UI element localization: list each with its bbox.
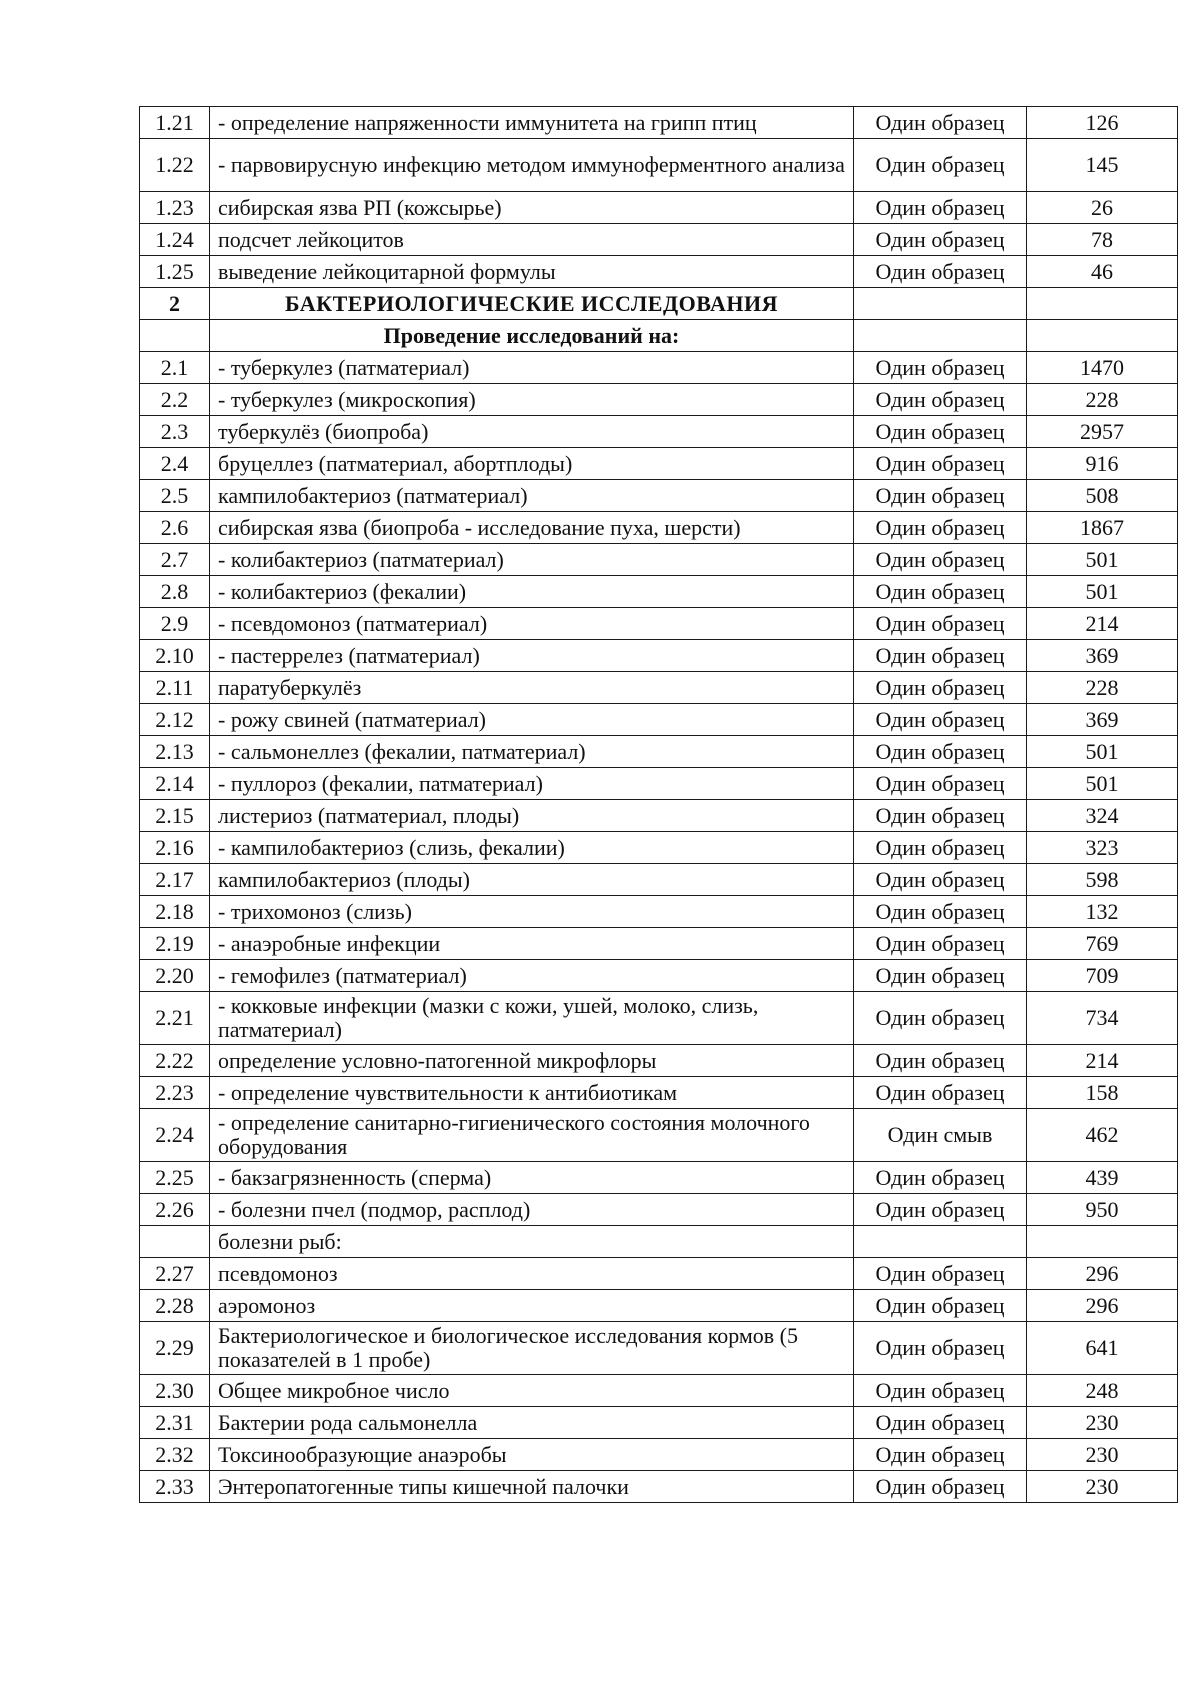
row-description: Проведение исследований на:	[210, 320, 854, 352]
row-number: 2.8	[140, 576, 210, 608]
row-number: 2.32	[140, 1439, 210, 1471]
table-row	[140, 800, 1178, 832]
row-price: 324	[1027, 800, 1178, 832]
row-description: Токсинообразующие анаэробы	[210, 1439, 854, 1471]
row-description: - трихомоноз (слизь)	[210, 896, 854, 928]
row-price: 950	[1027, 1194, 1178, 1226]
row-unit: Один образец	[854, 800, 1027, 832]
row-description: - псевдомоноз (патматериал)	[210, 608, 854, 640]
row-description: - определение санитарно-гигиенического состояния молочного оборудования	[210, 1109, 854, 1162]
row-price: 214	[1027, 608, 1178, 640]
row-unit: Один образец	[854, 768, 1027, 800]
table-row	[140, 544, 1178, 576]
row-number: 2.12	[140, 704, 210, 736]
table-row	[140, 1471, 1178, 1503]
price-table	[139, 106, 1178, 1503]
row-number: 2.28	[140, 1290, 210, 1322]
row-unit: Один образец	[854, 672, 1027, 704]
row-number: 2.30	[140, 1375, 210, 1407]
row-description: - бакзагрязненность (сперма)	[210, 1162, 854, 1194]
row-unit: Один образец	[854, 1162, 1027, 1194]
table-row	[140, 107, 1178, 139]
row-number: 1.24	[140, 224, 210, 256]
row-price: 145	[1027, 139, 1178, 192]
table-row	[140, 1077, 1178, 1109]
row-description: - пуллороз (фекалии, патматериал)	[210, 768, 854, 800]
row-unit: Один образец	[854, 1290, 1027, 1322]
row-price: 248	[1027, 1375, 1178, 1407]
row-unit: Один образец	[854, 608, 1027, 640]
price-table-body	[140, 107, 1178, 1503]
row-unit: Один образец	[854, 448, 1027, 480]
row-unit: Один образец	[854, 544, 1027, 576]
row-price: 78	[1027, 224, 1178, 256]
row-price: 230	[1027, 1471, 1178, 1503]
row-number: 2.14	[140, 768, 210, 800]
row-description: паратуберкулёз	[210, 672, 854, 704]
table-row	[140, 896, 1178, 928]
row-price	[1027, 1226, 1178, 1258]
row-number: 2.29	[140, 1322, 210, 1375]
row-number: 2.25	[140, 1162, 210, 1194]
row-price: 369	[1027, 640, 1178, 672]
row-number: 2.18	[140, 896, 210, 928]
row-unit: Один образец	[854, 1322, 1027, 1375]
table-row	[140, 960, 1178, 992]
row-price: 214	[1027, 1045, 1178, 1077]
row-price: 508	[1027, 480, 1178, 512]
row-unit	[854, 1226, 1027, 1258]
row-description: - колибактериоз (патматериал)	[210, 544, 854, 576]
row-number: 2.10	[140, 640, 210, 672]
table-row	[140, 640, 1178, 672]
table-row	[140, 576, 1178, 608]
row-description: выведение лейкоцитарной формулы	[210, 256, 854, 288]
row-description: туберкулёз (биопроба)	[210, 416, 854, 448]
table-row	[140, 672, 1178, 704]
row-description: - рожу свиней (патматериал)	[210, 704, 854, 736]
row-unit: Один образец	[854, 832, 1027, 864]
row-number: 2.7	[140, 544, 210, 576]
row-number	[140, 1226, 210, 1258]
row-description: - кокковые инфекции (мазки с кожи, ушей, молоко, слизь, патматериал)	[210, 992, 854, 1045]
row-price: 323	[1027, 832, 1178, 864]
row-number: 2.16	[140, 832, 210, 864]
row-description: аэромоноз	[210, 1290, 854, 1322]
row-price: 501	[1027, 736, 1178, 768]
row-number: 1.25	[140, 256, 210, 288]
row-unit: Один образец	[854, 416, 1027, 448]
row-price: 598	[1027, 864, 1178, 896]
row-description: подсчет лейкоцитов	[210, 224, 854, 256]
row-unit: Один смыв	[854, 1109, 1027, 1162]
row-number: 1.22	[140, 139, 210, 192]
row-number: 2.15	[140, 800, 210, 832]
row-unit: Один образец	[854, 352, 1027, 384]
row-price: 1867	[1027, 512, 1178, 544]
row-description: - туберкулез (микроскопия)	[210, 384, 854, 416]
row-unit: Один образец	[854, 1439, 1027, 1471]
row-number: 2.6	[140, 512, 210, 544]
row-description: - колибактериоз (фекалии)	[210, 576, 854, 608]
section-row	[140, 288, 1178, 320]
table-row	[140, 768, 1178, 800]
table-row	[140, 1045, 1178, 1077]
table-row	[140, 1290, 1178, 1322]
row-unit: Один образец	[854, 1077, 1027, 1109]
table-row	[140, 1322, 1178, 1375]
row-price: 501	[1027, 544, 1178, 576]
row-number: 2.33	[140, 1471, 210, 1503]
table-row	[140, 704, 1178, 736]
table-row	[140, 1375, 1178, 1407]
row-description: - анаэробные инфекции	[210, 928, 854, 960]
table-row	[140, 139, 1178, 192]
row-number	[140, 320, 210, 352]
row-price: 462	[1027, 1109, 1178, 1162]
row-unit: Один образец	[854, 704, 1027, 736]
row-number: 2.20	[140, 960, 210, 992]
row-description: - парвовирусную инфекцию методом иммуноферментного анализа	[210, 139, 854, 192]
row-description: болезни рыб:	[210, 1226, 854, 1258]
table-row	[140, 1439, 1178, 1471]
row-price: 501	[1027, 576, 1178, 608]
row-number: 2.24	[140, 1109, 210, 1162]
row-unit: Один образец	[854, 1407, 1027, 1439]
row-price: 230	[1027, 1439, 1178, 1471]
row-price: 296	[1027, 1290, 1178, 1322]
row-description: - пастеррелез (патматериал)	[210, 640, 854, 672]
row-number: 2.21	[140, 992, 210, 1045]
row-description: - гемофилез (патматериал)	[210, 960, 854, 992]
table-row	[140, 608, 1178, 640]
row-price: 230	[1027, 1407, 1178, 1439]
table-row	[140, 384, 1178, 416]
row-description: кампилобактериоз (патматериал)	[210, 480, 854, 512]
row-unit: Один образец	[854, 864, 1027, 896]
row-price: 296	[1027, 1258, 1178, 1290]
row-price: 228	[1027, 384, 1178, 416]
table-row	[140, 1162, 1178, 1194]
row-number: 2.17	[140, 864, 210, 896]
row-unit: Один образец	[854, 224, 1027, 256]
row-price: 369	[1027, 704, 1178, 736]
row-number: 1.23	[140, 192, 210, 224]
row-price: 439	[1027, 1162, 1178, 1194]
row-unit: Один образец	[854, 107, 1027, 139]
row-description: бруцеллез (патматериал, абортплоды)	[210, 448, 854, 480]
row-unit: Один образец	[854, 896, 1027, 928]
row-unit: Один образец	[854, 960, 1027, 992]
row-number: 2.9	[140, 608, 210, 640]
row-description: сибирская язва (биопроба - исследование пуха, шерсти)	[210, 512, 854, 544]
row-price: 916	[1027, 448, 1178, 480]
row-unit: Один образец	[854, 384, 1027, 416]
row-number: 2.19	[140, 928, 210, 960]
table-row	[140, 256, 1178, 288]
row-number: 2.13	[140, 736, 210, 768]
row-unit	[854, 320, 1027, 352]
row-number: 2.23	[140, 1077, 210, 1109]
table-row	[140, 512, 1178, 544]
row-number: 2.27	[140, 1258, 210, 1290]
row-description: - болезни пчел (подмор, расплод)	[210, 1194, 854, 1226]
row-description: сибирская язва РП (кожсырье)	[210, 192, 854, 224]
table-row	[140, 480, 1178, 512]
row-number: 2.5	[140, 480, 210, 512]
row-unit: Один образец	[854, 1375, 1027, 1407]
row-description: - определение напряженности иммунитета на грипп птиц	[210, 107, 854, 139]
row-description: определение условно-патогенной микрофлоры	[210, 1045, 854, 1077]
row-number: 2.1	[140, 352, 210, 384]
subheading-row	[140, 320, 1178, 352]
row-description: - кампилобактериоз (слизь, фекалии)	[210, 832, 854, 864]
table-row	[140, 352, 1178, 384]
row-unit: Один образец	[854, 992, 1027, 1045]
row-description: - сальмонеллез (фекалии, патматериал)	[210, 736, 854, 768]
table-row	[140, 192, 1178, 224]
row-number: 2	[140, 288, 210, 320]
table-row	[140, 1407, 1178, 1439]
row-unit: Один образец	[854, 480, 1027, 512]
table-row	[140, 736, 1178, 768]
row-description: псевдомоноз	[210, 1258, 854, 1290]
row-description: Бактериологическое и биологическое исследования кормов (5 показателей в 1 пробе)	[210, 1322, 854, 1375]
row-unit: Один образец	[854, 192, 1027, 224]
row-number: 2.2	[140, 384, 210, 416]
table-row	[140, 1226, 1178, 1258]
table-row	[140, 416, 1178, 448]
row-description: Общее микробное число	[210, 1375, 854, 1407]
row-unit: Один образец	[854, 1258, 1027, 1290]
row-description: - определение чувствительности к антибиотикам	[210, 1077, 854, 1109]
row-number: 2.3	[140, 416, 210, 448]
row-number: 1.21	[140, 107, 210, 139]
row-unit: Один образец	[854, 576, 1027, 608]
table-row	[140, 224, 1178, 256]
row-number: 2.11	[140, 672, 210, 704]
row-price: 641	[1027, 1322, 1178, 1375]
row-description: Бактерии рода сальмонелла	[210, 1407, 854, 1439]
row-unit: Один образец	[854, 139, 1027, 192]
row-description: кампилобактериоз (плоды)	[210, 864, 854, 896]
table-row	[140, 1194, 1178, 1226]
row-description: - туберкулез (патматериал)	[210, 352, 854, 384]
row-price: 501	[1027, 768, 1178, 800]
row-price	[1027, 288, 1178, 320]
row-number: 2.4	[140, 448, 210, 480]
row-price: 26	[1027, 192, 1178, 224]
row-number: 2.26	[140, 1194, 210, 1226]
row-unit: Один образец	[854, 1471, 1027, 1503]
row-unit: Один образец	[854, 1194, 1027, 1226]
row-price: 132	[1027, 896, 1178, 928]
row-price: 734	[1027, 992, 1178, 1045]
row-number: 2.31	[140, 1407, 210, 1439]
row-price: 228	[1027, 672, 1178, 704]
table-row	[140, 864, 1178, 896]
row-unit: Один образец	[854, 256, 1027, 288]
row-description: листериоз (патматериал, плоды)	[210, 800, 854, 832]
row-unit: Один образец	[854, 928, 1027, 960]
table-row	[140, 928, 1178, 960]
row-price: 709	[1027, 960, 1178, 992]
row-price	[1027, 320, 1178, 352]
table-row	[140, 448, 1178, 480]
row-price: 769	[1027, 928, 1178, 960]
row-price: 46	[1027, 256, 1178, 288]
table-row	[140, 832, 1178, 864]
row-unit: Один образец	[854, 512, 1027, 544]
row-description: Энтеропатогенные типы кишечной палочки	[210, 1471, 854, 1503]
row-unit: Один образец	[854, 1045, 1027, 1077]
row-price: 158	[1027, 1077, 1178, 1109]
table-row	[140, 1109, 1178, 1162]
row-number: 2.22	[140, 1045, 210, 1077]
row-unit: Один образец	[854, 736, 1027, 768]
row-price: 2957	[1027, 416, 1178, 448]
row-description: БАКТЕРИОЛОГИЧЕСКИЕ ИССЛЕДОВАНИЯ	[210, 288, 854, 320]
row-unit: Один образец	[854, 640, 1027, 672]
row-unit	[854, 288, 1027, 320]
row-price: 126	[1027, 107, 1178, 139]
row-price: 1470	[1027, 352, 1178, 384]
table-row	[140, 992, 1178, 1045]
table-row	[140, 1258, 1178, 1290]
